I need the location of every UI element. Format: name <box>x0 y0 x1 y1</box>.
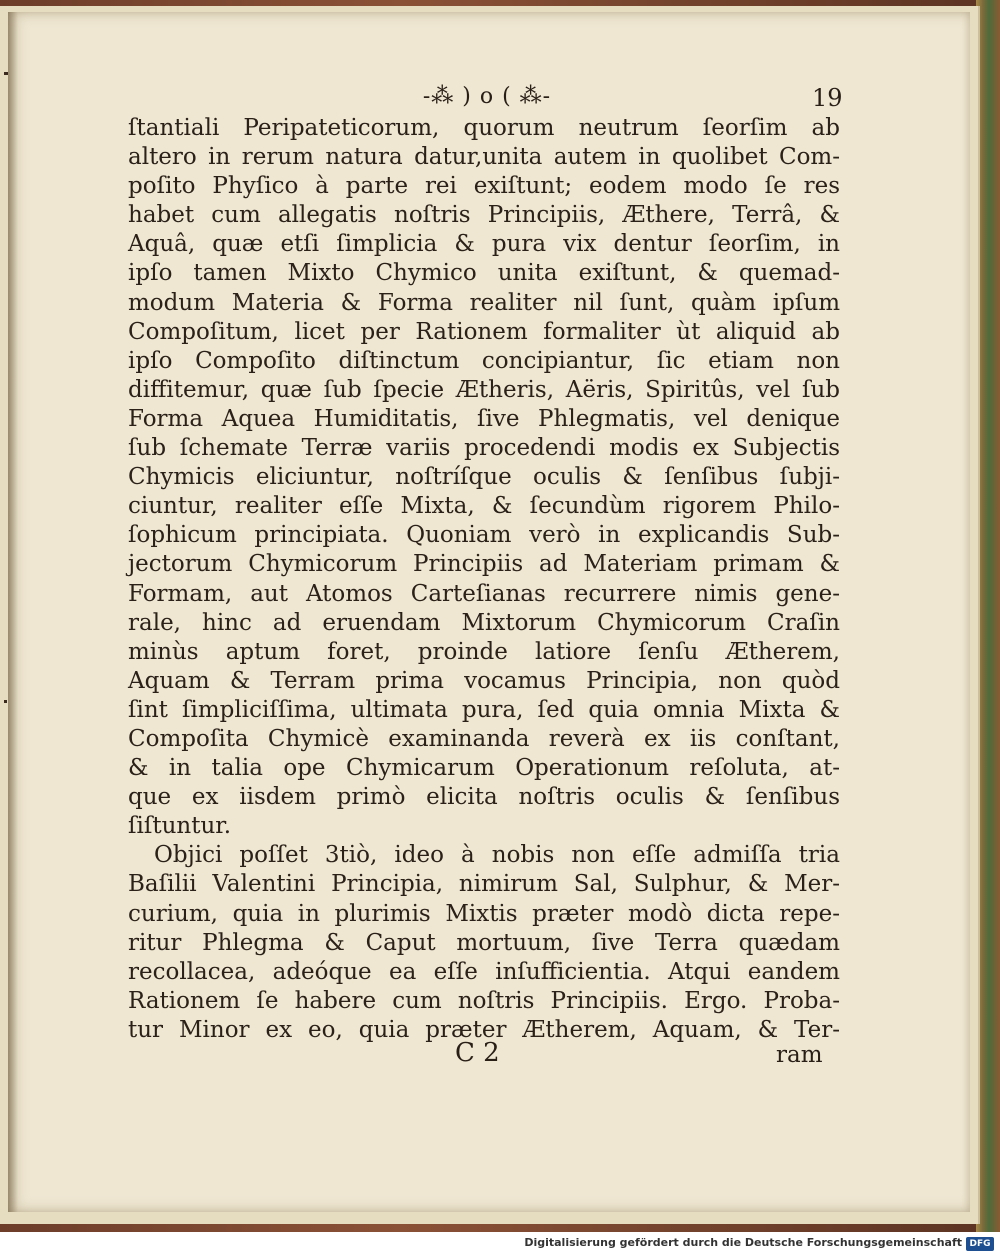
paragraph-start-line: Objici poſſet 3tiò, ideo à nobis non eſſe admiſſa tria <box>154 842 840 869</box>
dfg-logo-icon: DFG <box>966 1237 994 1251</box>
text-line: Aquâ, quæ etſi ſimplicia & pura vix dentur ſeorſim, in <box>128 231 840 258</box>
text-line: que ex iisdem primò elicita noſtris oculis & ſenſibus <box>128 784 840 811</box>
page-number: 19 <box>812 84 843 112</box>
text-line: Formam, aut Atomos Carteſianas recurrere nimis gene- <box>128 580 840 607</box>
text-line: & in talia ope Chymicarum Operationum reſoluta, at- <box>128 755 840 782</box>
text-line: Baſilii Valentini Principia, nimirum Sal, Sulphur, & Mer- <box>128 871 840 898</box>
running-header <box>0 78 1000 118</box>
text-line: altero in rerum natura datur,unita autem in quolibet Com- <box>128 144 840 171</box>
text-line: curium, quia in plurimis Mixtis præter modò dicta repe- <box>128 900 840 927</box>
digitization-credit-bar <box>0 1232 1000 1256</box>
text-line: recollacea, adeóque ea eſſe inſufficientia. Atqui eandem <box>128 958 840 985</box>
text-line: Chymicis eliciuntur, noſtríſque oculis & ſenſibus ſubji- <box>128 464 840 491</box>
text-line: diffitemur, quæ ſub ſpecie Ætheris, Aëris, Spiritûs, vel ſub <box>128 376 840 403</box>
digitization-credit: Digitalisierung gefördert durch die Deutsche Forschungsgemeinschaft <box>524 1236 962 1249</box>
text-line: ciuntur, realiter eſſe Mixta, & ſecundùm rigorem Philo- <box>128 493 840 520</box>
text-line: ſophicum principiata. Quoniam verò in explicandis Sub- <box>128 522 840 549</box>
text-line: jectorum Chymicorum Principiis ad Materiam primam & <box>128 551 840 578</box>
text-line: ipſo tamen Mixto Chymico unita exiſtunt, & quemad- <box>128 260 840 287</box>
text-line: ritur Phlegma & Caput mortuum, ſive Terra quædam <box>128 929 840 956</box>
text-line: habet cum allegatis noſtris Principiis, Æthere, Terrâ, & <box>128 202 840 229</box>
page-gutter-shadow <box>8 12 18 1212</box>
text-line: Compoſita Chymicè examinanda reverà ex iis conſtant, <box>128 725 840 752</box>
catchword: ram <box>776 1042 823 1068</box>
text-line: ipſo Compoſito diſtinctum concipiantur, ſic etiam non <box>128 347 840 374</box>
text-line: ſint ſimpliciſſima, ultimata pura, ſed quia omnia Mixta & <box>128 696 840 723</box>
text-line: ſtantiali Peripateticorum, quorum neutrum ſeorſim ab <box>128 115 840 141</box>
text-line: tur Minor ex eo, quia præter Ætherem, Aquam, & Ter- <box>128 1016 840 1043</box>
text-line: minùs aptum foret, proinde latiore ſenſu Ætherem, <box>128 638 840 665</box>
text-line: Forma Aquea Humiditatis, ſive Phlegmatis, vel denique <box>128 405 840 432</box>
text-line: modum Materia & Forma realiter nil ſunt, quàm ipſum <box>128 289 840 316</box>
margin-mark <box>4 72 8 75</box>
text-line: ſub ſchemate Terræ variis procedendi modis ex Subjectis <box>128 435 840 462</box>
text-line: rale, hinc ad eruendam Mixtorum Chymicorum Craſin <box>128 609 840 636</box>
paragraph-end-line: ſiſtuntur. <box>128 813 232 840</box>
page-footer <box>0 1038 1000 1078</box>
text-line: poſito Phyſico à parte rei exiſtunt; eodem modo ſe res <box>128 173 840 200</box>
text-line: Compoſitum, licet per Rationem formaliter ùt aliquid ab <box>128 318 840 345</box>
text-line: Rationem ſe habere cum noſtris Principiis. Ergo. Proba- <box>128 987 840 1014</box>
signature-mark: C 2 <box>455 1038 500 1068</box>
body-text <box>128 114 840 1045</box>
header-ornament: -⁂ ) o ( ⁂- <box>422 84 552 109</box>
text-line: Aquam & Terram prima vocamus Principia, non quòd <box>128 667 840 694</box>
margin-mark <box>4 700 7 703</box>
